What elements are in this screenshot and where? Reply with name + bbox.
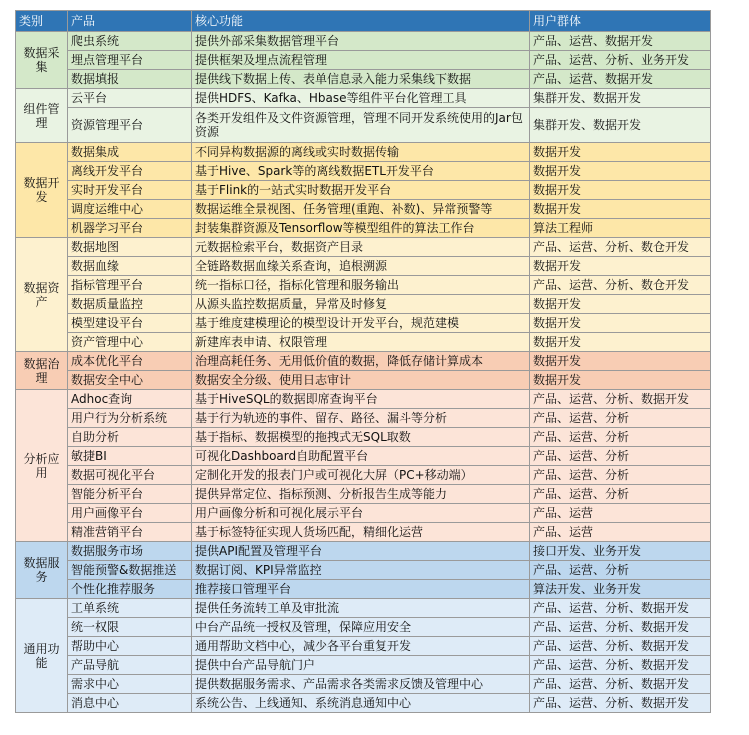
header-core-function: 核心功能 xyxy=(192,11,530,32)
core-function-cell: 数据运维全景视图、任务管理(重跑、补数)、异常预警等 xyxy=(192,200,530,219)
product-cell: 数据集成 xyxy=(68,143,192,162)
product-cell: 模型建设平台 xyxy=(68,314,192,333)
user-group-cell: 产品、运营、分析 xyxy=(530,447,711,466)
user-group-cell: 产品、运营、分析 xyxy=(530,561,711,580)
user-group-cell: 数据开发 xyxy=(530,257,711,276)
category-cell: 通用功能 xyxy=(16,599,68,713)
core-function-cell: 基于Flink的一站式实时数据开发平台 xyxy=(192,181,530,200)
table-row xyxy=(16,561,711,580)
table-row xyxy=(16,181,711,200)
table-row xyxy=(16,675,711,694)
user-group-cell: 产品、运营、分析 xyxy=(530,409,711,428)
category-cell: 数据资产 xyxy=(16,238,68,352)
product-cell: 个性化推荐服务 xyxy=(68,580,192,599)
user-group-cell: 产品、运营、分析、数据开发 xyxy=(530,675,711,694)
header-user-group: 用户群体 xyxy=(530,11,711,32)
table-row xyxy=(16,656,711,675)
user-group-cell: 接口开发、业务开发 xyxy=(530,542,711,561)
table-row xyxy=(16,276,711,295)
core-function-cell: 中台产品统一授权及管理，保障应用安全 xyxy=(192,618,530,637)
core-function-cell: 基于Hive、Spark等的离线数据ETL开发平台 xyxy=(192,162,530,181)
core-function-cell: 提供任务流转工单及审批流 xyxy=(192,599,530,618)
product-cell: 资源管理平台 xyxy=(68,108,192,143)
category-cell: 数据采集 xyxy=(16,32,68,89)
category-cell: 组件管理 xyxy=(16,89,68,143)
user-group-cell: 数据开发 xyxy=(530,200,711,219)
table-row xyxy=(16,238,711,257)
user-group-cell: 数据开发 xyxy=(530,181,711,200)
table-row xyxy=(16,428,711,447)
category-cell: 数据服务 xyxy=(16,542,68,599)
table-row xyxy=(16,162,711,181)
core-function-cell: 基于维度建模理论的模型设计开发平台，规范建模 xyxy=(192,314,530,333)
user-group-cell: 产品、运营、分析、数仓开发 xyxy=(530,238,711,257)
product-cell: 智能预警&数据推送 xyxy=(68,561,192,580)
user-group-cell: 产品、运营、分析、数据开发 xyxy=(530,390,711,409)
core-function-cell: 治理高耗任务、无用低价值的数据，降低存储计算成本 xyxy=(192,352,530,371)
table-row xyxy=(16,409,711,428)
user-group-cell: 数据开发 xyxy=(530,371,711,390)
table-row xyxy=(16,466,711,485)
product-matrix-table-wrap xyxy=(15,10,711,713)
user-group-cell: 产品、运营、分析、数仓开发 xyxy=(530,276,711,295)
user-group-cell: 产品、运营 xyxy=(530,504,711,523)
table-body xyxy=(16,32,711,713)
core-function-cell: 从源头监控数据质量，异常及时修复 xyxy=(192,295,530,314)
product-cell: 资产管理中心 xyxy=(68,333,192,352)
table-row xyxy=(16,599,711,618)
product-cell: 数据可视化平台 xyxy=(68,466,192,485)
product-cell: 实时开发平台 xyxy=(68,181,192,200)
user-group-cell: 数据开发 xyxy=(530,143,711,162)
core-function-cell: 各类开发组件及文件资源管理，管理不同开发系统使用的Jar包资源 xyxy=(192,108,530,143)
product-cell: 统一权限 xyxy=(68,618,192,637)
core-function-cell: 提供API配置及管理平台 xyxy=(192,542,530,561)
core-function-cell: 基于标签特征实现人货场匹配，精细化运营 xyxy=(192,523,530,542)
core-function-cell: 提供外部采集数据管理平台 xyxy=(192,32,530,51)
product-cell: 数据质量监控 xyxy=(68,295,192,314)
product-cell: 指标管理平台 xyxy=(68,276,192,295)
table-row xyxy=(16,108,711,143)
user-group-cell: 数据开发 xyxy=(530,314,711,333)
product-cell: 需求中心 xyxy=(68,675,192,694)
product-cell: 敏捷BI xyxy=(68,447,192,466)
table-row xyxy=(16,219,711,238)
table-row xyxy=(16,143,711,162)
core-function-cell: 基于指标、数据模型的拖拽式无SQL取数 xyxy=(192,428,530,447)
core-function-cell: 封装集群资源及Tensorflow等模型组件的算法工作台 xyxy=(192,219,530,238)
table-row xyxy=(16,523,711,542)
table-row xyxy=(16,200,711,219)
core-function-cell: 提供数据服务需求、产品需求各类需求反馈及管理中心 xyxy=(192,675,530,694)
user-group-cell: 数据开发 xyxy=(530,352,711,371)
table-row xyxy=(16,618,711,637)
table-row xyxy=(16,637,711,656)
product-cell: 数据服务市场 xyxy=(68,542,192,561)
table-row xyxy=(16,32,711,51)
core-function-cell: 基于行为轨迹的事件、留存、路径、漏斗等分析 xyxy=(192,409,530,428)
table-row xyxy=(16,390,711,409)
product-cell: 用户行为分析系统 xyxy=(68,409,192,428)
user-group-cell: 产品、运营、分析 xyxy=(530,485,711,504)
category-cell: 数据开发 xyxy=(16,143,68,238)
product-cell: 爬虫系统 xyxy=(68,32,192,51)
user-group-cell: 产品、运营、数据开发 xyxy=(530,32,711,51)
user-group-cell: 产品、运营、分析、数据开发 xyxy=(530,599,711,618)
category-cell: 数据治理 xyxy=(16,352,68,390)
core-function-cell: 数据安全分级、使用日志审计 xyxy=(192,371,530,390)
product-cell: 工单系统 xyxy=(68,599,192,618)
header-product: 产品 xyxy=(68,11,192,32)
core-function-cell: 基于HiveSQL的数据即席查询平台 xyxy=(192,390,530,409)
product-cell: 自助分析 xyxy=(68,428,192,447)
table-row xyxy=(16,371,711,390)
table-row xyxy=(16,485,711,504)
category-cell: 分析应用 xyxy=(16,390,68,542)
product-cell: 帮助中心 xyxy=(68,637,192,656)
core-function-cell: 新建库表申请、权限管理 xyxy=(192,333,530,352)
user-group-cell: 产品、运营、分析、数据开发 xyxy=(530,637,711,656)
product-cell: 数据填报 xyxy=(68,70,192,89)
table-row xyxy=(16,504,711,523)
core-function-cell: 可视化Dashboard自助配置平台 xyxy=(192,447,530,466)
header-category: 类别 xyxy=(16,11,68,32)
table-row xyxy=(16,89,711,108)
user-group-cell: 产品、运营 xyxy=(530,523,711,542)
table-row xyxy=(16,295,711,314)
core-function-cell: 不同异构数据源的离线或实时数据传输 xyxy=(192,143,530,162)
user-group-cell: 产品、运营、分析 xyxy=(530,428,711,447)
table-row xyxy=(16,257,711,276)
product-cell: 消息中心 xyxy=(68,694,192,713)
product-cell: 数据血缘 xyxy=(68,257,192,276)
table-row xyxy=(16,314,711,333)
core-function-cell: 提供中台产品导航门户 xyxy=(192,656,530,675)
core-function-cell: 数据订阅、KPI异常监控 xyxy=(192,561,530,580)
product-cell: Adhoc查询 xyxy=(68,390,192,409)
core-function-cell: 系统公告、上线通知、系统消息通知中心 xyxy=(192,694,530,713)
user-group-cell: 产品、运营、数据开发 xyxy=(530,70,711,89)
product-cell: 产品导航 xyxy=(68,656,192,675)
core-function-cell: 推荐接口管理平台 xyxy=(192,580,530,599)
user-group-cell: 数据开发 xyxy=(530,162,711,181)
table-row xyxy=(16,333,711,352)
product-cell: 调度运维中心 xyxy=(68,200,192,219)
product-cell: 埋点管理平台 xyxy=(68,51,192,70)
table-row xyxy=(16,694,711,713)
user-group-cell: 集群开发、数据开发 xyxy=(530,108,711,143)
product-cell: 数据地图 xyxy=(68,238,192,257)
core-function-cell: 提供线下数据上传、表单信息录入能力采集线下数据 xyxy=(192,70,530,89)
core-function-cell: 通用帮助文档中心，减少各平台重复开发 xyxy=(192,637,530,656)
product-cell: 机器学习平台 xyxy=(68,219,192,238)
core-function-cell: 提供框架及埋点流程管理 xyxy=(192,51,530,70)
core-function-cell: 提供HDFS、Kafka、Hbase等组件平台化管理工具 xyxy=(192,89,530,108)
user-group-cell: 产品、运营、分析、数据开发 xyxy=(530,656,711,675)
table-row xyxy=(16,580,711,599)
product-cell: 离线开发平台 xyxy=(68,162,192,181)
user-group-cell: 集群开发、数据开发 xyxy=(530,89,711,108)
product-cell: 用户画像平台 xyxy=(68,504,192,523)
user-group-cell: 产品、运营、分析、业务开发 xyxy=(530,51,711,70)
core-function-cell: 定制化开发的报表门户或可视化大屏（PC+移动端） xyxy=(192,466,530,485)
user-group-cell: 算法开发、业务开发 xyxy=(530,580,711,599)
user-group-cell: 数据开发 xyxy=(530,333,711,352)
product-cell: 成本优化平台 xyxy=(68,352,192,371)
core-function-cell: 提供异常定位、指标预测、分析报告生成等能力 xyxy=(192,485,530,504)
user-group-cell: 产品、运营、分析、数据开发 xyxy=(530,694,711,713)
product-cell: 云平台 xyxy=(68,89,192,108)
core-function-cell: 统一指标口径，指标化管理和服务输出 xyxy=(192,276,530,295)
product-cell: 精准营销平台 xyxy=(68,523,192,542)
user-group-cell: 产品、运营、分析、数据开发 xyxy=(530,618,711,637)
table-row xyxy=(16,70,711,89)
product-cell: 智能分析平台 xyxy=(68,485,192,504)
table-row xyxy=(16,51,711,70)
user-group-cell: 产品、运营、分析 xyxy=(530,466,711,485)
core-function-cell: 用户画像分析和可视化展示平台 xyxy=(192,504,530,523)
user-group-cell: 算法工程师 xyxy=(530,219,711,238)
core-function-cell: 元数据检索平台，数据资产目录 xyxy=(192,238,530,257)
table-row xyxy=(16,352,711,371)
product-cell: 数据安全中心 xyxy=(68,371,192,390)
user-group-cell: 数据开发 xyxy=(530,295,711,314)
core-function-cell: 全链路数据血缘关系查询，追根溯源 xyxy=(192,257,530,276)
table-row xyxy=(16,542,711,561)
header-row xyxy=(16,11,711,32)
product-matrix-table xyxy=(15,10,711,713)
table-row xyxy=(16,447,711,466)
